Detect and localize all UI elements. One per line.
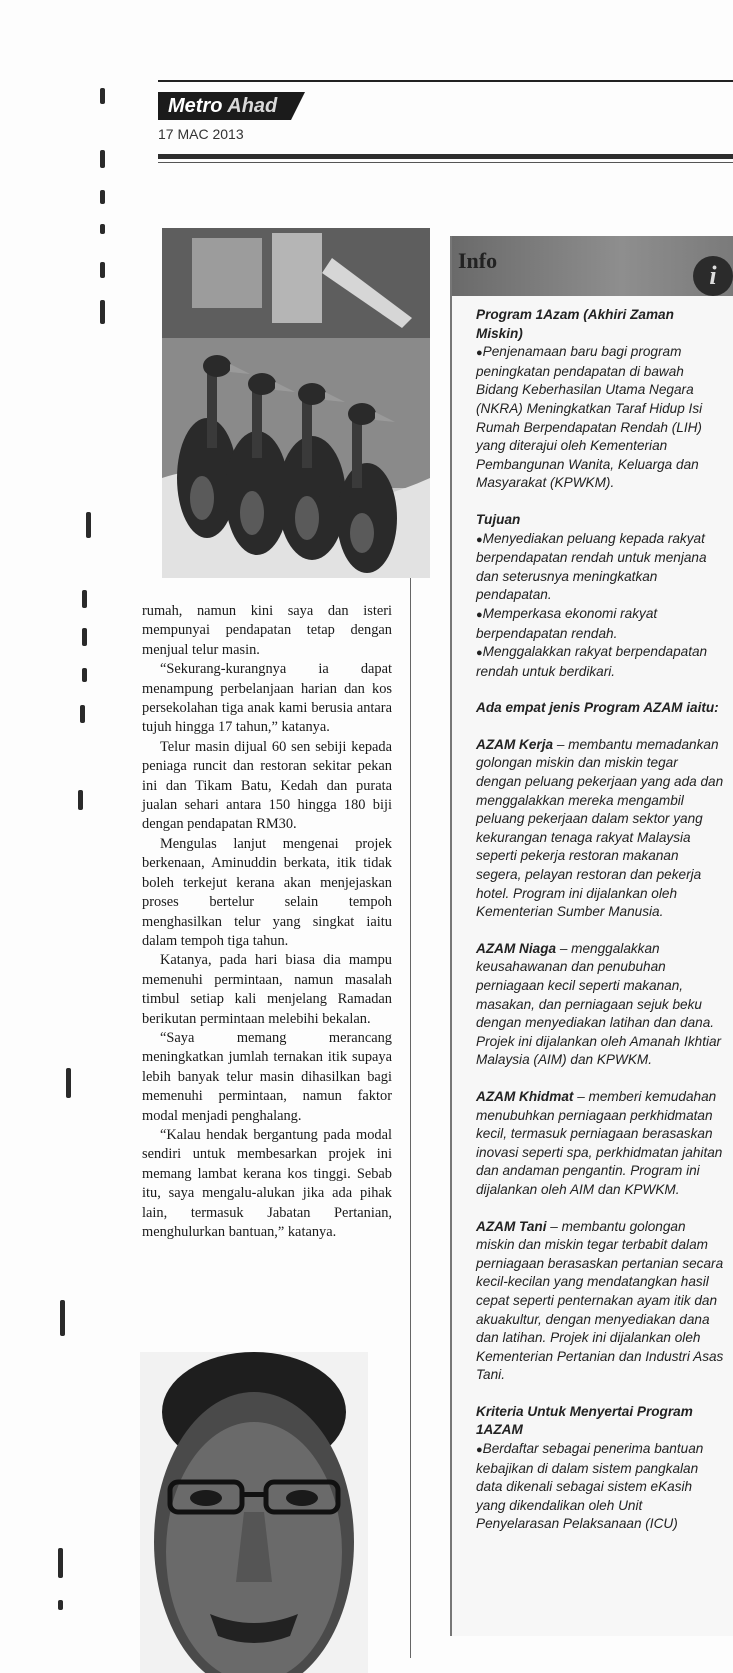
program-type-desc: – menggalakkan keusahawanan dan penubuhan perniagaan kecil seperti makanan, masakan, dan perniagaan sejuk beku dengan menyediakan latihan dan dana. Projek ini dijalankan oleh Amanah Ikhtiar Malaysia (AIM) dan KPWKM. bbox=[476, 940, 722, 1068]
program-type bbox=[476, 940, 724, 1070]
tujuan-item: ● Memperkasa ekonomi rakyat berpendapatan rendah. bbox=[476, 605, 724, 643]
newspaper-masthead bbox=[158, 92, 291, 120]
tujuan-item: ● Menggalakkan rakyat berpendapatan rendah untuk berdikari. bbox=[476, 643, 724, 681]
program-type-name: AZAM Khidmat bbox=[476, 1088, 574, 1104]
program-type-name: AZAM Kerja bbox=[476, 736, 554, 752]
ducks-photo bbox=[162, 228, 430, 578]
tujuan-item: ● Menyediakan peluang kepada rakyat berpendapatan rendah untuk menjana dan seterusnya meningkatkan pendapatan. bbox=[476, 530, 724, 605]
criteria-heading: Kriteria Untuk Menyertai Program 1AZAM bbox=[476, 1403, 693, 1438]
masthead-bottom-rule-thin bbox=[158, 162, 733, 163]
article-body bbox=[142, 602, 392, 1242]
article-paragraph: Katanya, pada hari biasa dia mampu memenuhi permintaan, namun masalah timbul setiap kali menjelang Ramadan berikutan permintaan melebihi bekalan. bbox=[142, 952, 392, 1027]
info-sidebar bbox=[450, 236, 733, 1636]
criteria-text: ● Berdaftar sebagai penerima bantuan kebajikan di dalam sistem pangkalan data dikenali sebagai sistem eKasih yang dikendalikan oleh Unit Penyelarasan Pelaksanaan (ICU) bbox=[476, 1440, 724, 1534]
article-paragraph: “Saya memang merancang meningkatkan jumlah ternakan itik supaya lebih banyak telur masin dihasilkan bagi memenuhi permintaan, namun faktor modal menjadi penghalang. bbox=[142, 1029, 392, 1124]
program-type bbox=[476, 736, 724, 922]
program-type-name: AZAM Tani bbox=[476, 1218, 547, 1234]
masthead-top-rule bbox=[158, 80, 733, 82]
program-heading: Program 1Azam (Akhiri Zaman Miskin) bbox=[476, 307, 674, 341]
program-description: ● Penjenamaan baru bagi program peningkatan pendapatan di bawah Bidang Keberhasilan Utama Negara (NKRA) Meningkatkan Taraf Hidup Isi Rumah Berpendapatan Rendah (LIH) yang diterajui oleh Kementerian Pembangunan Wanita, Keluarga dan Masyarakat (KPWKM). bbox=[476, 343, 724, 493]
article-paragraph: “Sekurang-kurangnya ia dapat menampung perbelanjaan harian dan kos persekolahan tiga anak kami berusia antara tujuh hingga 17 tahun,” katanya. bbox=[142, 661, 392, 736]
program-type-desc: – membantu golongan miskin dan miskin tegar terbabit dalam perniagaan berasaskan pertanian secara kecil-kecilan yang mendatangkan hasil cepat seperti penternakan ayam itik dan akuakultur, dengan menyediakan dana dan latihan. Projek ini dijalankan oleh Kementerian Pertanian dan Industri Asas Tani. bbox=[476, 1218, 724, 1383]
article-paragraph: Mengulas lanjut mengenai projek berkenaan, Aminuddin berkata, itik tidak boleh terkejut kerana akan menjejaskan proses bertelur selain tempoh menghasilkan telur yang singkat iaitu dalam tempoh tiga tahun. bbox=[142, 835, 392, 949]
types-heading: Ada empat jenis Program AZAM iaitu: bbox=[476, 700, 719, 716]
info-content bbox=[476, 306, 724, 1534]
article-paragraph: rumah, namun kini saya dan isteri mempunyai pendapatan tetap dengan menjual telur masin. bbox=[142, 603, 392, 658]
masthead-name: Metro bbox=[168, 95, 228, 117]
masthead-name-accent: Ahad bbox=[227, 95, 278, 117]
column-divider bbox=[410, 578, 411, 1658]
article-paragraph: “Kalau hendak bergantung pada modal sendiri untuk membesarkan projek ini memang lambat kerana kos tinggi. Sebab itu, saya mengalu-alukan jika ada pihak lain, termasuk Jabatan Pertanian, menghulurkan bantuan,” katanya. bbox=[142, 1126, 392, 1240]
program-type-desc: – memberi kemudahan menubuhkan perniagaan perkhidmatan kecil, termasuk perniagaan berasaskan inovasi seperti spa, perkhidmatan jahitan dan andaman pengantin. Program ini dijalankan oleh AIM dan KPWKM. bbox=[476, 1088, 723, 1197]
program-type-desc: – membantu memadankan golongan miskin dan miskin tegar dengan peluang pekerjaan yang ada dan menggalakkan mereka mengambil peluang pekerjaan dalam sektor yang kekurangan tenaga rakyat Malaysia seperti pekerja restoran makanan segera, pelayan restoran dan pekerja hotel. Program ini dijalankan oleh Kementerian Sumber Manusia. bbox=[476, 736, 724, 920]
info-icon: i bbox=[693, 256, 733, 296]
program-type bbox=[476, 1218, 724, 1385]
article-paragraph: Telur masin dijual 60 sen sebiji kepada peniaga runcit dan restoran sekitar pekan ini dan Tikam Batu, Kedah dan purata jualan sehari antara 150 hingga 180 biji dengan pendapatan RM30. bbox=[142, 738, 392, 833]
tujuan-heading: Tujuan bbox=[476, 511, 521, 527]
info-title: Info bbox=[458, 248, 498, 273]
issue-date: 17 MAC 2013 bbox=[158, 126, 244, 142]
program-type-name: AZAM Niaga bbox=[476, 940, 557, 956]
info-header-band bbox=[452, 236, 733, 296]
portrait-photo bbox=[140, 1352, 368, 1673]
masthead-bottom-rule bbox=[158, 154, 733, 159]
program-type bbox=[476, 1088, 724, 1200]
